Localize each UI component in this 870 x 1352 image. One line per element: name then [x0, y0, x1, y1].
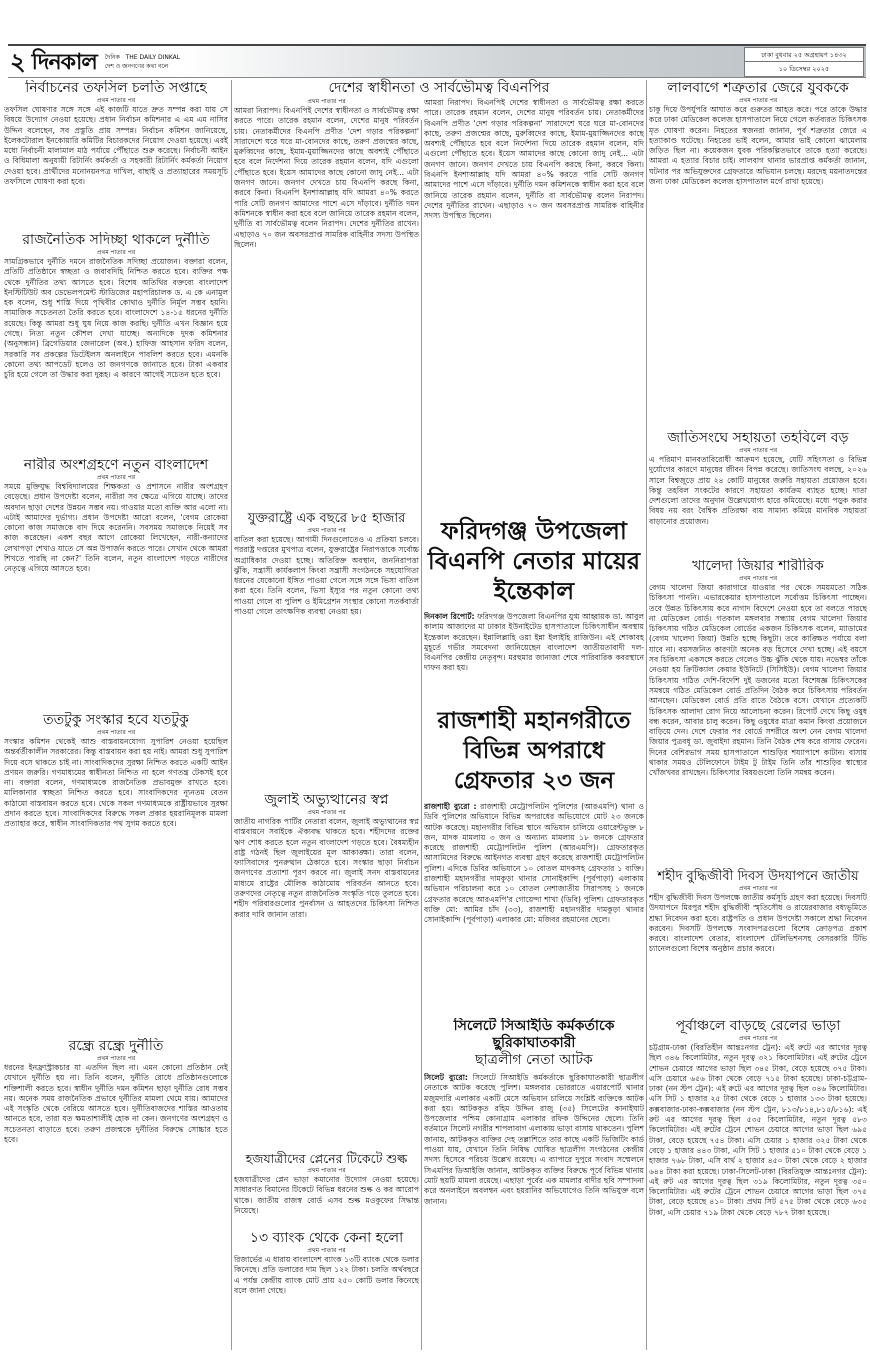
continued-label: প্রথম পাতার পর	[307, 1247, 346, 1254]
headline: ফরিদগঞ্জ উপজেলা বিএনপি নেতার মায়ের ইন্তেকাল	[427, 517, 641, 605]
headline: ১৩ ব্যাংক থেকে কেনা হলো	[249, 1230, 404, 1246]
article-body: আমরা নিরাপদ। বিএনপিই দেশের স্বাধীনতা ও সার্বভৌমত্ব রক্ষা করতে পারে। তারেক রহমান বলেন, দেশের মানুষ পরিবর্তন চায়। নেতাকর্মীদের বিএনপি প্রণীত 'দেশ গড়ার পরিকল্পনা' সারাদেশে ঘরে ঘরে মা-বোনদের কাছে, তরুণ প্রজন্মের কাছে, মুরুব্বিদের কাছে, ইমাম-মুয়াজ্জিনদের কাছে অবশ্যই পৌঁছাতে হবে বলে নির্দেশনা দিয়ে তারেক রহমান বলেন, যদি এগুলো পৌঁছাতে হবে। ইয়েস আমাদের কাছে কোনো জাদু নেই... এটা জনগণ জানে। জনগণ দেখতে চায় বিএনপি করছে কিনা, করবে কিনা। বিএনপি ইনশাআল্লাহ যদি আমরা ৪০% করতে পারি সেটি জনগণ আমাদের পাশে এসে দাঁড়াবে। দুর্নীতি দমন কমিশনকে স্বাধীন করা হবে বলে জানিয়ে তারেক রহমান বলেন, দুর্নীতি বা সার্বভৌমত্ব বলেন নিরাপদ। দেশের দুর্নীতির রাখেন। এছাড়াও ৭০ জন অবসরপ্রাপ্ত সামরিক বাহিনীর সদস্য উপস্থিত ছিলেন।	[424, 98, 644, 221]
page-number: ২	[10, 46, 26, 76]
date-english: ১০ ডিসেম্বর ২০২৫	[778, 64, 830, 73]
headline: নারীর অংশগ্রহণে নতুন বাংলাদেশ	[23, 457, 209, 473]
continued-label: প্রথম পাতার পর	[307, 809, 346, 816]
continued-label: প্রথম পাতার পর	[307, 1167, 346, 1174]
article-body: তফসিল ঘোষণার সঙ্গে সঙ্গে এই কাজটি যাতে দ্রুত সম্পন্ন করা যায় সে বিষয়ে উদ্যোগ নেওয়া হয়েছে। প্রধান নির্বাচন কমিশনার এ এম এম নাসির উদ্দিন বলেছেন, সব প্রস্তুতি প্রায় সম্পন্ন। নির্বাচন কমিশন জানিয়েছে, ইলেকটোরাল ইনকোয়ারি কমিটির বিচারকদের নিয়োগ দেওয়া হয়েছে। এরই মধ্যে নির্বাচনী মালামাল মাঠ পর্যায়ে পৌঁছাতে শুরু করেছে। নির্বাচনী আইন ও বিধিমালা অনুযায়ী রিটার্নিং কর্মকর্তা ও সহকারী রিটার্নিং কর্মকর্তা নিয়োগ দেওয়া হবে। প্রার্থীদের মনোনয়নপত্র দাখিল, বাছাই ও প্রত্যাহারের সময়সূচি তফসিলে ঘোষণা করা হবে।	[4, 105, 228, 187]
article	[4, 1038, 228, 1350]
headline: শহীদ বুদ্ধিজীবী দিবস উদযাপনে জাতীয়	[657, 869, 859, 884]
article	[649, 430, 867, 558]
headline: লালবাগে শত্রুতার জেরে যুবককে	[667, 80, 849, 96]
article	[649, 868, 867, 1018]
date-box	[744, 47, 864, 77]
headline: রাজনৈতিক সদিচ্ছা থাকলে দুর্নীতি	[22, 232, 210, 248]
article-body: চাকু দিয়ে উপর্যুপরি আঘাত করে গুরুতর আহত করে। পরে তাকে উদ্ধার করে ঢাকা মেডিকেল কলেজ হাসপাতালে নিয়ে গেলে কর্তব্যরত চিকিৎসক মৃত ঘোষণা করেন। নিহতের স্বজনরা জানান, পূর্ব শত্রুতার জেরে এ হত্যাকাণ্ড ঘটেছে। নিহতের ভাই বলেন, আমার ভাই কোনো ঝামেলায় জড়িত ছিল না। কয়েকজন যুবক পরিকল্পিতভাবে তাকে হত্যা করেছে। আমরা এ হত্যার বিচার চাই। লালবাগ থানার ভারপ্রাপ্ত কর্মকর্তা জানান, ঘটনার পর অভিযুক্তদের গ্রেফতারে অভিযান চলছে। মরদেহ ময়নাতদন্তের জন্য ঢাকা মেডিকেল কলেজ হাসপাতাল মর্গে রাখা হয়েছে।	[649, 105, 867, 187]
headline: জুলাই অভ্যুত্থানের স্বপ্ন	[264, 792, 389, 808]
article	[649, 1018, 867, 1350]
article	[4, 232, 228, 457]
article	[234, 510, 419, 792]
headline: রন্ধ্রে রন্ধ্রে দুর্নীতি	[68, 1038, 164, 1054]
article-body: শহীদ বুদ্ধিজীবী দিবস উপলক্ষে জাতীয় কর্মসূচি গ্রহণ করা হয়েছে। দিবসটি উদযাপনে মিরপুর শহীদ বুদ্ধিজীবী স্মৃতিসৌধ ও রায়েরবাজার বধ্যভূমিতে শ্রদ্ধা নিবেদন করা হবে। রাষ্ট্রপতি ও প্রধান উপদেষ্টা সকালে শ্রদ্ধা নিবেদন করবেন। দিবসটি উপলক্ষে সংবাদপত্রগুলো বিশেষ ক্রোড়পত্র প্রকাশ করবে। বাংলাদেশ বেতার, বাংলাদেশ টেলিভিশনসহ বেসরকারি টিভি চ্যানেলগুলো বিশেষ অনুষ্ঠান প্রচার করবে।	[649, 893, 867, 954]
article	[649, 558, 867, 868]
article-body: বাতিল করা হয়েছে। আগামী দিনগুলোতেও এ প্রক্রিয়া চলবে। পররাষ্ট্র দপ্তরের মুখপাত্র বলেন, যুক্তরাষ্ট্রের নিরাপত্তাকে সর্বোচ্চ অগ্রাধিকার দেওয়া হচ্ছে। অতিরিক্ত অবস্থান, জননিরাপত্তা ঝুঁকি, সন্ত্রাসী কার্যকলাপ কিংবা সন্ত্রাসী সংগঠনকে সহযোগিতা ধরনের যেকোনো ইঙ্গিত পাওয়া গেলে সঙ্গে সঙ্গে ভিসা বাতিল করা হবে। তিনি বলেন, ভিসা ইস্যুর পর নতুন কোনো তথ্য পাওয়া গেলে বা পুলিশ ও ইমিগ্রেশন সংস্থার কোনো সতর্কবার্তা পাওয়া গেলে তাৎক্ষণিক ব্যবস্থা নেওয়া হয়।	[234, 535, 419, 617]
article-body: রিজার্ভের এ ধারায় বাংলাদেশ ব্যাংক ১৩টি ব্যাংক থেকে ডলার কিনেছে। প্রতি ডলারের দাম ছিল ১২২ টাকা। চলতি অর্থবছরে এ পর্যন্ত কেন্দ্রীয় ব্যাংক মোট প্রায় ২৫০ কোটি ডলার কিনেছে বলে জানা গেছে।	[234, 1255, 419, 1295]
continued-label: প্রথম পাতার পর	[307, 527, 346, 534]
article	[234, 1230, 419, 1350]
article	[4, 712, 228, 1038]
headline: নির্বাচনের তফসিল চলতি সপ্তাহে	[25, 80, 207, 96]
logo-tagline: দেশ ও জনগণের কথা বলে	[104, 62, 169, 70]
logo-small: দৈনিক	[104, 53, 120, 61]
article	[4, 457, 228, 712]
continued-label: প্রথম পাতার পর	[738, 447, 778, 454]
article	[424, 706, 644, 1018]
continued-label: প্রথম পাতার পর	[738, 885, 778, 892]
column-divider	[646, 80, 647, 1350]
continued-label: প্রথম পাতার পর	[738, 97, 778, 104]
continued-label: প্রথম পাতার পর	[96, 729, 136, 736]
column-1	[4, 80, 228, 1350]
continued-label: প্রথম পাতার পর	[96, 1055, 136, 1062]
headline: রাজশাহী মহানগরীতে বিভিন্ন অপরাধে গ্রেফতার ২৩ জন	[437, 708, 631, 794]
date-bangla: ঢাকা বুধবার ২৫ অগ্রহায়ণ ১৪৩২	[745, 48, 863, 62]
logo-side	[105, 53, 180, 71]
article-text: ফরিদগঞ্জ উপজেলা বিএনপির যুগ্ম আহ্বায়ক ডা. আবুল কালাম আজাদের মা ঢাকার ইউনাইটেড হাসপাতালে চিকিৎসাধীন অবস্থায় ইন্তেকাল করেছেন। ইন্নালিল্লাহি ওয়া ইন্না ইলাইহি রাজিউন। এই শোকাবহ মুহূর্তে গভীর সমবেদনা জানিয়েছেন বাংলাদেশ জাতীয়তাবাদী দল-বিএনপির কেন্দ্রীয় নেতৃবৃন্দ। মরহুমার জানাজা শেষে পারিবারিক কবরস্থানে দাফন করা হয়।	[424, 612, 644, 673]
continued-label: প্রথম পাতার পর	[738, 1035, 778, 1042]
article-body: হজযাত্রীদের প্লেন ভাড়া কমানোর উদ্যোগ নেওয়া হয়েছে। সাধারণত বিমানের টিকেটে বিভিন্ন ধরনের শুল্ক ও কর আরোপ থাকে। জাতীয় রাজস্ব বোর্ড এসব শুল্ক মওকুফের সিদ্ধান্ত নিয়েছে।	[234, 1175, 419, 1215]
article-body: ধরনের ইনফ্রাস্ট্রাকচার যা এতদিন ছিল না। এমন কোনো প্রতিষ্ঠান নেই যেখানে দুর্নীতি হয় না। তিনি বলেন, দুর্নীতি রোধে প্রতিষ্ঠানগুলোকে শক্তিশালী করতে হবে। স্বাধীন দুর্নীতি দমন কমিশন ছাড়া দুর্নীতি রোধ সম্ভব নয়। অনেক সময় রাজনৈতিক প্রভাবে দুর্নীতির মামলা থেমে যায়। আমাদের এই সংস্কৃতি থেকে বেরিয়ে আসতে হবে। দুর্নীতিবাজদের শাস্তির আওতায় আনতে হবে, তারা যত ক্ষমতাশালীই হোক না কেন। জনগণের অংশগ্রহণ ও সচেতনতা বাড়াতে হবে। তরুণ প্রজন্মকে দুর্নীতির বিরুদ্ধে সোচ্চার হতে হবে।	[4, 1063, 228, 1145]
continued-label: প্রথম পাতার পর	[307, 98, 346, 105]
article-body: এ পরিমাণ মানবতাবিরোধী আক্রমণ হয়েছে, যেটি সহিংসতা ও বিভিন্ন দুর্যোগের কারণে মানুষের জীবন বিপন্ন করেছে। জাতিসংঘ বলছে, ২০২৬ সালে বিশ্বজুড়ে প্রায় ২৪ কোটি মানুষের জরুরি সহায়তা প্রয়োজন হবে। কিন্তু তহবিল সংকটের কারণে সহায়তা কার্যক্রম ব্যাহত হচ্ছে। দাতা দেশগুলো তাদের অনুদান উল্লেখযোগ্য হারে কমিয়েছে। মধ্যে পড়ুক করার বিষয় নয় বরং বৈশ্বিক প্রতিরক্ষা ব্যয় সামান্য কমিয়ে মানবিক সহায়তা বাড়ানোর প্রয়োজন।	[649, 455, 867, 526]
article-body: সামগ্রিকভাবে দুর্নীতি দমনে রাজনৈতিক সদিচ্ছা প্রয়োজন। বক্তারা বলেন, প্রতিটি প্রতিষ্ঠানে স্বচ্ছতা ও জবাবদিহি নিশ্চিত করতে হবে। ব্যক্তির পক্ষ থেকে দুর্নীতির তথ্য আসতে হবে। বিশেষ অতিথির বক্তব্যে বাংলাদেশ ইনস্টিটিউট অব ডেভেলপমেন্ট স্টাডিজের মহাপরিচালক ড. এ কে এনামুল হক বলেন, শুধু শাস্তি দিয়ে পৃথিবীর কোথাও দুর্নীতি নির্মূল সম্ভব হয়নি। সামাজিক সচেতনতা তৈরি করতে হবে। বাংলাদেশে ১৪-১৫ ধরনের দুর্নীতি রয়েছে। কিন্তু আমরা শুধু ঘুষ নিয়ে কাজ করছি। দুর্নীতি এখন বিজ্ঞান হয়ে গেছে। নিত্য নতুন কৌশল দেখা যাচ্ছে। অন্যদিকে দুদক কমিশনার (অনুসন্ধান) ব্রিগেডিয়ার জেনারেল (অব.) হাফিজ আহসান ফরিদ বলেন, সরকারি সব প্রকল্পের ডিটেইলস অনলাইনে পাবলিশ করতে হবে। এমনকি কোনো তথ্য আপডেট হলেও তা জনগণকে জানাতে হবে। টাকা একবার চুরি হয়ে গেলে তা উদ্ধার করা দুরূহ। এ কারণে আগেই সচেতন হতে হবে।	[4, 257, 228, 380]
column-4	[649, 80, 867, 1350]
article	[234, 792, 419, 1150]
headline: দেশের স্বাধীনতা ও সার্বভৌমত্ব বিএনপির	[328, 80, 550, 96]
headline: যুক্তরাষ্ট্রে এক বছরে ৮৫ হাজার	[247, 511, 406, 526]
article-lead: দিনকাল রিপোর্ট:	[424, 612, 475, 621]
headline-second-line: ছাত্রলীগ নেতা আটক	[475, 1052, 593, 1068]
article-body: আমরা নিরাপদ। বিএনপিই দেশের স্বাধীনতা ও সার্বভৌমত্ব রক্ষা করতে পারে। তারেক রহমান বলেন, দেশের মানুষ পরিবর্তন চায়। নেতাকর্মীদের বিএনপি প্রণীত 'দেশ গড়ার পরিকল্পনা' সারাদেশে ঘরে ঘরে মা-বোনদের কাছে, তরুণ প্রজন্মের কাছে, মুরুব্বিদের কাছে, ইমাম-মুয়াজ্জিনদের কাছে অবশ্যই পৌঁছাতে হবে বলে নির্দেশনা দিয়ে তারেক রহমান বলেন, যদি এগুলো পৌঁছাতে হবে। ইয়েস আমাদের কাছে কোনো জাদু নেই... এটা জনগণ জানে। জনগণ দেখতে চায় বিএনপি করছে কিনা, করবে কিনা। বিএনপি ইনশাআল্লাহ যদি আমরা ৪০% করতে পারি সেটি জনগণ আমাদের পাশে এসে দাঁড়াবে। দুর্নীতি দমন কমিশনকে স্বাধীন করা হবে বলে জানিয়ে তারেক রহমান বলেন, দুর্নীতি বা সার্বভৌমত্ব বলেন নিরাপদ। দেশের দুর্নীতির রাখেন। এছাড়াও ৭০ জন অবসরপ্রাপ্ত সামরিক বাহিনীর সদস্য উপস্থিত ছিলেন।	[234, 106, 419, 249]
article-lead: সিলেট ব্যুরো:	[424, 1073, 468, 1082]
logo-english-text: THE DAILY DINKAL	[125, 53, 181, 61]
article-body: সময়ে মুক্তিযুদ্ধ বিশ্ববিদ্যালয়ের শিক্ষকতা ও প্রশাসনে নারীর অংশগ্রহণ বেড়েছে। প্রধান উপদেষ্টা বলেন, নারীরা সব ক্ষেত্রে এগিয়ে যাচ্ছে। তাদের অবদান ছাড়া দেশের উন্নয়ন সম্ভব নয়। গাওয়ার মতো ব্যক্তি আর এলো না। এটাই আমাদের দুর্ভাগ্য। প্রধান উপদেষ্টা আরো বলেন, 'বেগম রোকেয়া কোনো কাজ সমাজকে বাদ দিয়ে করেননি। সবসময় সমাজকে নিয়েই সব কাজ করেছেন। একশ বছর আগে রোকেয়া লিখেছেন, নারী-কন্যাদের লেখাপড়া শেখাও যাতে সে অন্ন উপার্জন করতে পারে। সেখান থেকে আমরা শিখতে পারছি না কেন?' তিনি বলেন, নতুন বাংলাদেশ গড়তে নারীদের নেতৃত্বে এগিয়ে আসতে হবে।	[4, 482, 228, 574]
headline: সিলেটে সিআইডি কর্মকর্তাকে ছুরিকাঘাতকারী	[453, 1018, 615, 1051]
headline: খালেদা জিয়ার শারীরিক	[692, 558, 824, 574]
article-body	[424, 802, 644, 1018]
article-body: চট্টগ্রাম-ঢাকা (বিরতিহীন আন্তঃনগর ট্রেন): এই রুটে এর আগের দূরত্ব ছিল ৩৪৬ কিলোমিটার, নতুন দূরত্ব ৩২১ কিলোমিটার। এই রুটের ট্রেনে শোভন চেয়ারে আগের ভাড়া ছিল ৩৪৫ টাকা, বেড়ে হয়েছে ৩৭৫ টাকা। এসি চেয়ারে ৬৫৬ টাকা থেকে বেড়ে ৭১৫ টাকা হয়েছে। ঢাকা-চট্টগ্রাম-ঢাকা (নন স্টপ ট্রেন): এই রুটে এর আগের দূরত্ব ছিল ৩৪৬ কিলোমিটার। এসি সিট ১ হাজার ২৫ টাকা থেকে বেড়ে ১ হাজার ১৩৩ টাকা হয়েছে। কক্সবাজার-ঢাকা-কক্সবাজার (নন স্টপ ট্রেন, ৮১৩/৮১৪,৮১৫/৮১৬): এই রুট এর আগের দূরত্ব ছিল ৫৩৫ কিলোমিটার, নতুন দূরত্ব ৫৮৩ কিলোমিটার। এই রুটের ট্রেনে শোভন চেয়ারে আগের ভাড়া ছিল ৬৯৫ টাকা, বেড়ে হয়েছে ৭৫৪ টাকা। এসি চেয়ার ১ হাজার ৩২৫ টাকা থেকে বেড়ে ১ হাজার ৪৪৩ টাকা, এসি সিট ১ হাজার ৫১০ টাকা থেকে বেড়ে ১ হাজার ৭৬৮ টাকা, এসি বার্থ ২ হাজার ৪৫০ টাকা থেকে বেড়ে ২ হাজার ৬৪৪ টাকা করা হয়েছে। ঢাকা-সিলেট-ঢাকা (বিরতিযুক্ত আন্তঃনগর ট্রেন): এই রুট এর আগের দূরত্ব ছিল ৩১৯ কিলোমিটার, নতুন দূরত্ব ৩৫০ কিলোমিটার। এই রুটের ট্রেনে শোভন চেয়ারে আগের ভাড়া ছিল ৩৭৫ টাকা, বেড়ে হয়েছে ৪১০ টাকা। প্রথম সিট ৫৭৫ টাকা থেকে বেড়ে ৬৩৫ টাকা, এসি চেয়ার ৭১৯ টাকা থেকে বেড়ে ৭৮৭ টাকা হয়েছে।	[649, 1043, 867, 1217]
article	[424, 516, 644, 706]
headline: হজযাত্রীদের প্লেনের টিকেটে শুল্ক	[245, 1151, 408, 1166]
column-3	[424, 98, 644, 1350]
column-divider	[231, 80, 232, 1350]
continued-label: প্রথম পাতার পর	[96, 474, 136, 481]
headline: জাতিসংঘে সহায়তা তহবিলে বড়	[667, 430, 849, 446]
continued-label: প্রথম পাতার পর	[96, 249, 136, 256]
headline: ততটুকু সংস্কার হবে যতটুকু	[43, 712, 189, 728]
article	[4, 80, 228, 232]
article	[424, 1018, 644, 1350]
article-body	[424, 612, 644, 706]
newspaper-logo: দিনকাল	[31, 48, 97, 75]
masthead	[8, 44, 866, 78]
article	[234, 1150, 419, 1230]
logo-english	[105, 53, 180, 62]
article-text: সিলেটে সিআইডি কর্মকর্তাকে ছুরিকাঘাতকারী ছাত্রলীগ নেতাকে আটক করেছে পুলিশ। মঙ্গলবার ভোররাতে এয়ারপোর্ট থানার মজুমদারি এলাকার একটি মেসে অভিযান চালিয়ে সংশ্লিষ্ট ব্যক্তিকে আটক করা হয়। আটককৃত রহিম উদ্দিন রাজু (৩৫) সিলেটের কানাইঘাট উপজেলার পশ্চিম কোনাগ্রাম এলাকার রফিক উদ্দিনের ছেলে। তিনি বর্তমানে সিলেট নগরীর শাপলাবাগ এলাকায় ভাড়া বাসায় থাকতেন। পুলিশ জানায়, আটককৃত ব্যক্তির দেহ তল্লাশিতে তার কাছে একটি ভিজিটিং কার্ড পাওয়া যায়, যেখানে তিনি নিষিদ্ধ ঘোষিত ছাত্রলীগ সংগঠনের কেন্দ্রীয় সদস্য হিসেবে পরিচয় উল্লেখ রয়েছে। এ ব্যাপারে দুপুরে সংবাদ সম্মেলনে সিএমপির ডিআইজি জানান, আটককৃত ব্যক্তির বিরুদ্ধে পূর্বে বিভিন্ন থানায় মোট ছয়টি মামলা রয়েছে। এছাড়া পূর্বের এক মামলার বাদীর ছবি সম্পাদনা করে অনলাইনে অবলম্বন এবং হয়রানির অভিযোগেও তিনি অভিযুক্ত বলে জানান।	[424, 1073, 644, 1206]
article-body	[424, 1073, 644, 1350]
continued-label: প্রথম পাতার পর	[96, 97, 136, 104]
headline: পূর্বাঞ্চলে বাড়ছে রেলের ভাড়া	[675, 1018, 841, 1034]
column-2	[234, 98, 419, 1350]
article-body: বেগম খালেদা জিয়া কারাগারে যাওয়ার পর থেকে সময়মতো সঠিক চিকিৎসা পাননি। এভারকেয়ার হাসপাতালে সর্বোত্তম চিকিৎসা পাচ্ছেন। তবে উন্নত চিকিৎসায় কবে নাগাদ বিদেশে নেওয়া হবে তা বলতে পারছে না মেডিকেল বোর্ড। গতকাল মঙ্গলবার সন্ধ্যায় বেগম খালেদা জিয়ার চিকিৎসায় গঠিত মেডিকেল বোর্ডের একজন চিকিৎসক বলেন, ম্যাডামের (বেগম খালেদা জিয়া) উন্নতি হচ্ছে কিছুটা। তবে কাঙ্ক্ষিত পর্যায়ে বলা যাবে না। বয়সজনিত কারণটা অনেক বড় হিসেবে দেখা হচ্ছে। এই বয়সে সব চিকিৎসা একসঙ্গে করতে গেলেও উচ্চ ঝুঁকি থেকে যায়। নভেম্বর তাঁকে নেওয়া হয় ক্রিটিক্যাল কেয়ার ইউনিটে (সিসিইউ)। বেগম খালেদা জিয়ার চিকিৎসায় গঠিত দেশি-বিদেশি দুই ডজনের মতো বিশেষজ্ঞ চিকিৎসকের সমন্বয়ে গঠিত মেডিকেল বোর্ড প্রতিদিন বৈঠক করে চিকিৎসায় পরিবর্তন আনছেন। মেডিকেল বোর্ড প্রতি রাতে বৈঠকে বসে। যেখানে প্রত্যেকটি চিকিৎসক আলাদা রোগ নিয়ে আলোচনা করেন। রিপোর্ট দেখে কিছু ওষুধ বন্ধ করেন, আবার চালু করেন। কিছু ওষুধের মাত্রা কমান কিংবা প্রয়োজনে বাড়িয়ে দেন। দেশে ফেরার পর বোর্ডে সশরীরে অংশ নেন বেগম খালেদা জিয়ার পুত্রবধূ ডা. জুবাইদা রহমান। তিনি বৈঠক শেষ করে বাসায় ফেরেন। দিনের বেশিরভাগ সময় হাসপাতালে শাশুড়ির শয্যাপাশে কাটান। বাসায় থাকার সময়ও টেলিফোনে টাইম টু টাইম তিনি তাঁর শাশুড়ির স্বাস্থ্যের খোঁজখবর রাখছেন। চিকিৎসার বিষয়গুলো তিনি সমন্বয় করেন।	[649, 583, 867, 778]
article	[649, 80, 867, 430]
article-body: জাতীয় নাগরিক পার্টির নেতারা বলেন, জুলাই অভ্যুত্থানের স্বপ্ন বাস্তবায়নে সবাইকে ঐক্যবদ্ধ থাকতে হবে। শহীদদের রক্তের ঋণ শোধ করতে হলে নতুন বাংলাদেশ গড়তে হবে। বৈষম্যহীন রাষ্ট্র গঠনই ছিল জুলাইয়ের মূল আকাঙ্ক্ষা। তারা বলেন, ফ্যাসিবাদের পুনরুত্থান ঠেকাতে হবে। সংস্কার ছাড়া নির্বাচন জনগণের প্রত্যাশা পূরণ করবে না। জুলাই সনদ বাস্তবায়নের মাধ্যমে রাষ্ট্রের মৌলিক কাঠামোয় পরিবর্তন আনতে হবে। তরুণদের নেতৃত্বে নতুন রাজনৈতিক সংস্কৃতি গড়ে তুলতে হবে। শহীদ পরিবারগুলোর পুনর্বাসন ও আহতদের চিকিৎসা নিশ্চিত করার দাবি জানান তারা।	[234, 817, 419, 919]
continued-label: প্রথম পাতার পর	[738, 575, 778, 582]
column-divider	[421, 120, 422, 1350]
article-text: রাজশাহী মেট্রোপলিটন পুলিশের (আরএমপি) থানা ও ডিবি পুলিশের অভিযানে বিভিন্ন অপরাধের অভিযোগে মোট ২৩ জনকে আটক করেছে। মহানগরীর বিভিন্ন স্থানে অভিযান চালিয়ে ওয়ারেন্টভুক্ত ৮ জন, মাদক মামলায় ৩ জন ও অন্যান্য মামলায় ১৮ জনকে গ্রেফতার করেছে রাজশাহী মেট্রোপলিটন পুলিশ (আরএমপি)। গ্রেফতারকৃত আসামিদের বিরুদ্ধে আইনগত ব্যবস্থা গ্রহণ করেছে রাজশাহী মেট্রোপলিটন পুলিশ। এদিকে ডিবির অভিযানে ১০ বোতল মাদকসহ গ্রেফতার ১ ব্যক্তি। রাজশাহী মহানগরীর দামকুড়া থানার সোনাইকান্দি (পূর্বপাড়া) এলাকায় অভিযান পরিচালনা করে ১০ বোতল নেশাজাতীয় সিরাপসহ ১ জনকে গ্রেফতার করেছে আরএমপি'র গোয়েন্দা শাখা (ডিবি) পুলিশ। গ্রেফতারকৃত ব্যক্তি মো: আমির চাঁদ (৩৩), রাজশাহী মহানগরীর দামকুড়া থানার সোনাইকান্দি (পূর্বপাড়া) এলাকার মো: মজিবর রহমানের ছেলে।	[424, 802, 644, 925]
article-lead: রাজশাহী ব্যুরো :	[424, 802, 477, 811]
article-body: সংস্কার কমিশন থেকেই আশু বাস্তবায়নযোগ্য সুপারিশ নেওয়া হয়েছিল অন্তর্বর্তীকালীন সরকারের। কিন্তু বাস্তবায়ন করা হয় নাই। আমরা শুধু সুপারিশ দিয়ে বসে থাকতে চাই না। সাংবাদিকদের সুরক্ষা নিশ্চিত করতে একটি আইন প্রণয়ন জরুরি। গণমাধ্যমের স্বাধীনতা নিশ্চিত না হলে গণতন্ত্র টেকসই হবে না। বক্তারা বলেন, গণমাধ্যমকে রাজনৈতিক প্রভাবমুক্ত রাখতে হবে। মালিকানার স্বচ্ছতা নিশ্চিত করতে হবে। সাংবাদিকদের ন্যূনতম বেতন কাঠামো বাস্তবায়ন করতে হবে। থেকে সকল গণমাধ্যমকে রাষ্ট্রীয়ভাবে সুরক্ষা প্রদান করতে হবে। সাংবাদিকদের বিরুদ্ধে সকল প্রকার হয়রানিমূলক মামলা প্রত্যাহার করে, স্বাধীন সাংবাদিকতার পথ সুগম করতে হবে।	[4, 737, 228, 829]
